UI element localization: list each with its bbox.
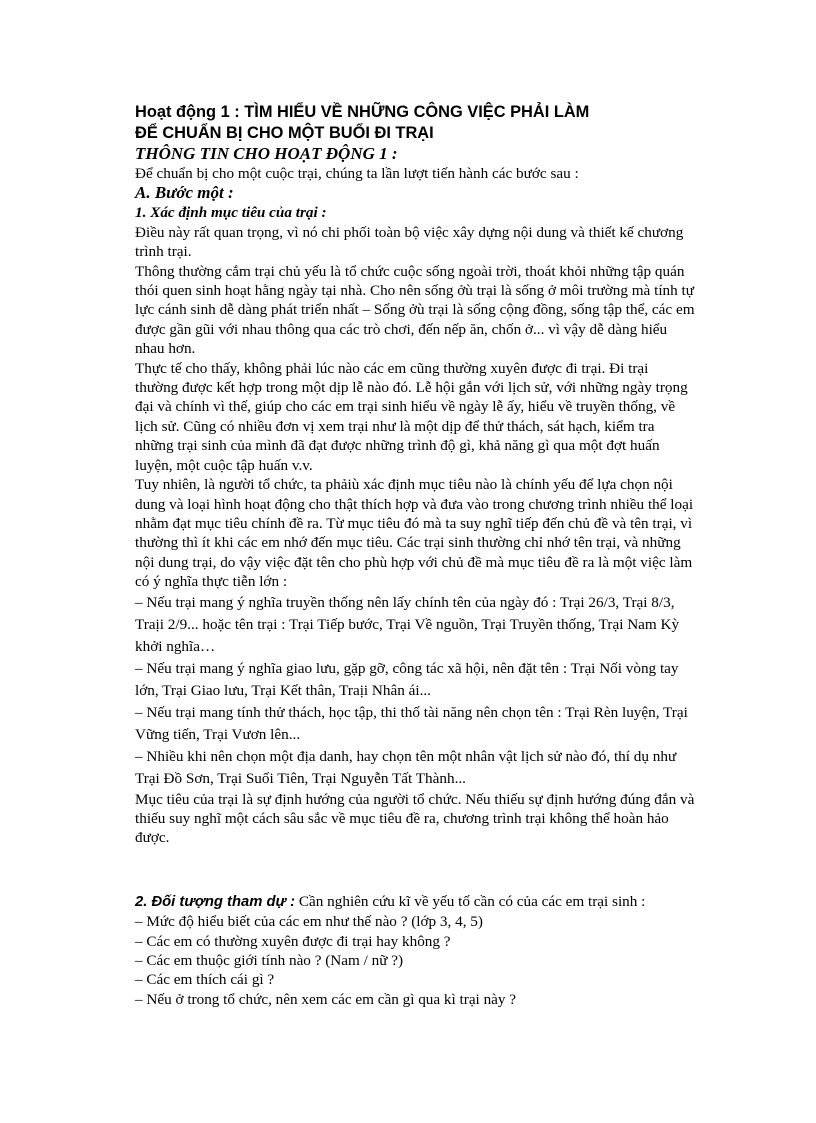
paragraph-importance: Điều này rất quan trọng, vì nó chi phối toàn bộ việc xây dựng nội dung và thiết kế chương trình trại. xyxy=(135,223,684,261)
list-item: – Các em thuộc giới tính nào ? (Nam / nữ ?) xyxy=(135,951,404,969)
item-2-lead: Cần nghiên cứu kĩ về yếu tố cần có của các em trại sinh : xyxy=(295,892,646,910)
info-heading: THÔNG TIN CHO HOẠT ĐỘNG 1 : xyxy=(135,144,398,163)
document-page xyxy=(135,102,695,1009)
list-item: – Các em có thường xuyên được đi trại hay không ? xyxy=(135,932,451,950)
paragraph-organizer: Tuy nhiên, là người tổ chức, ta phảiù xác định mục tiêu nào là chính yếu để lựa chọn nội dung và loại hình hoạt động cho thật thích hợp và đưa vào trong chương trình nhiều thể loại nhằm đạt mục tiêu chính đề ra. Từ mục tiêu đó mà ta suy nghĩ tiếp đến chủ đề và tên trại, vì thường thì ít khi các em nhớ đến mục tiêu. Các trại sinh thường chỉ nhớ tên trại, và những nội dung trại, do vậy việc đặt tên cho phù hợp với chủ đề mà mục tiêu đề ra là một việc làm có ý nghĩa thực tiễn lớn : xyxy=(135,476,694,591)
list-item: – Nếu trại mang tính thử thách, học tập, thi thố tài năng nên chọn tên : Trại Rèn luyện, Trại Vững tiến, Trại Vươn lên... xyxy=(135,703,688,743)
closing-paragraph: Mục tiêu của trại là sự định hướng của người tổ chức. Nếu thiếu sự định hướng đúng đắn và thiếu suy nghĩ một cách sâu sắc về mục tiêu đề ra, chương trình trại không thể hoàn hảo được. xyxy=(135,790,695,847)
item-2-heading: 2. Đối tượng tham dự : xyxy=(135,893,296,910)
section-participants xyxy=(135,892,695,1009)
list-item: – Mức độ hiểu biết của các em như thế nào ? (lớp 3, 4, 5) xyxy=(135,913,483,931)
naming-list xyxy=(135,592,695,790)
paragraph-reality: Thực tế cho thấy, không phải lúc nào các em cũng thường xuyên được đi trại. Đi trại thường được kết hợp trong một dịp lễ nào đó. Lễ hội gắn với lịch sử, với những ngày trọng đại và chính vì thế, giúp cho các em trại sinh hiểu về ngày lễ ấy, hiểu về truyền thống, về lịch sử. Cũng có nhiều đơn vị xem trại như là một dịp để thử thách, sát hạch, kiểm tra những trại sinh của mình đã đạt được những trình độ gì, khả năng gì qua một đợt huấn luyện, một cuộc tập huấn v.v. xyxy=(135,359,688,474)
item-1-heading: 1. Xác định mục tiêu của trại : xyxy=(135,204,327,222)
title-line-1: Hoạt động 1 : TÌM HIỂU VỀ NHỮNG CÔNG VIỆC PHẢI LÀM xyxy=(135,103,590,121)
page-title xyxy=(135,102,695,144)
list-item: – Nếu ở trong tổ chức, nên xem các em cần gì qua kì trại này ? xyxy=(135,990,517,1008)
step-a-heading: A. Bước một : xyxy=(135,183,234,203)
intro-paragraph: Để chuẩn bị cho một cuộc trại, chúng ta lần lượt tiến hành các bước sau : xyxy=(135,165,579,182)
list-item: – Nếu trại mang ý nghĩa truyền thống nên lấy chính tên của ngày đó : Trại 26/3, Trại 8/3, Traịi 2/9... hoặc tên trại : Trại Tiếp bước, Trại Về nguồn, Trại Truyền thống, Trại Nam Kỳ khởi nghĩa… xyxy=(135,593,680,655)
list-item: – Các em thích cái gì ? xyxy=(135,971,275,989)
list-item: – Nhiều khi nên chọn một địa danh, hay chọn tên một nhân vật lịch sử nào đó, thí dụ như Trại Đồ Sơn, Trại Suối Tiên, Trại Nguyễn Tất Thành... xyxy=(135,747,677,787)
questions-list xyxy=(135,912,695,1009)
item-2-line xyxy=(135,892,695,912)
title-line-2: ĐỂ CHUẨN BỊ CHO MỘT BUỔI ĐI TRẠI xyxy=(135,124,434,142)
paragraph-camping-life: Thông thường cắm trại chủ yếu là tổ chức cuộc sống ngoài trời, thoát khỏi những tập quán thói quen sinh hoạt hằng ngày tại nhà. Cho nên sống ởù trại là sống ở môi trường mà tính tự lực cánh sinh dễ dàng phát triển nhất – Sống ởù trại là sống cộng đồng, sống tập thể, các em được gần gũi với nhau thông qua các trò chơi, đến nếp ăn, chốn ở... vì vậy dễ dàng hiểu nhau hơn. xyxy=(135,262,695,358)
list-item: – Nếu trại mang ý nghĩa giao lưu, gặp gỡ, công tác xã hội, nên đặt tên : Trại Nối vòng tay lớn, Trại Giao lưu, Trại Kết thân, Traịi Nhân ái... xyxy=(135,659,679,699)
